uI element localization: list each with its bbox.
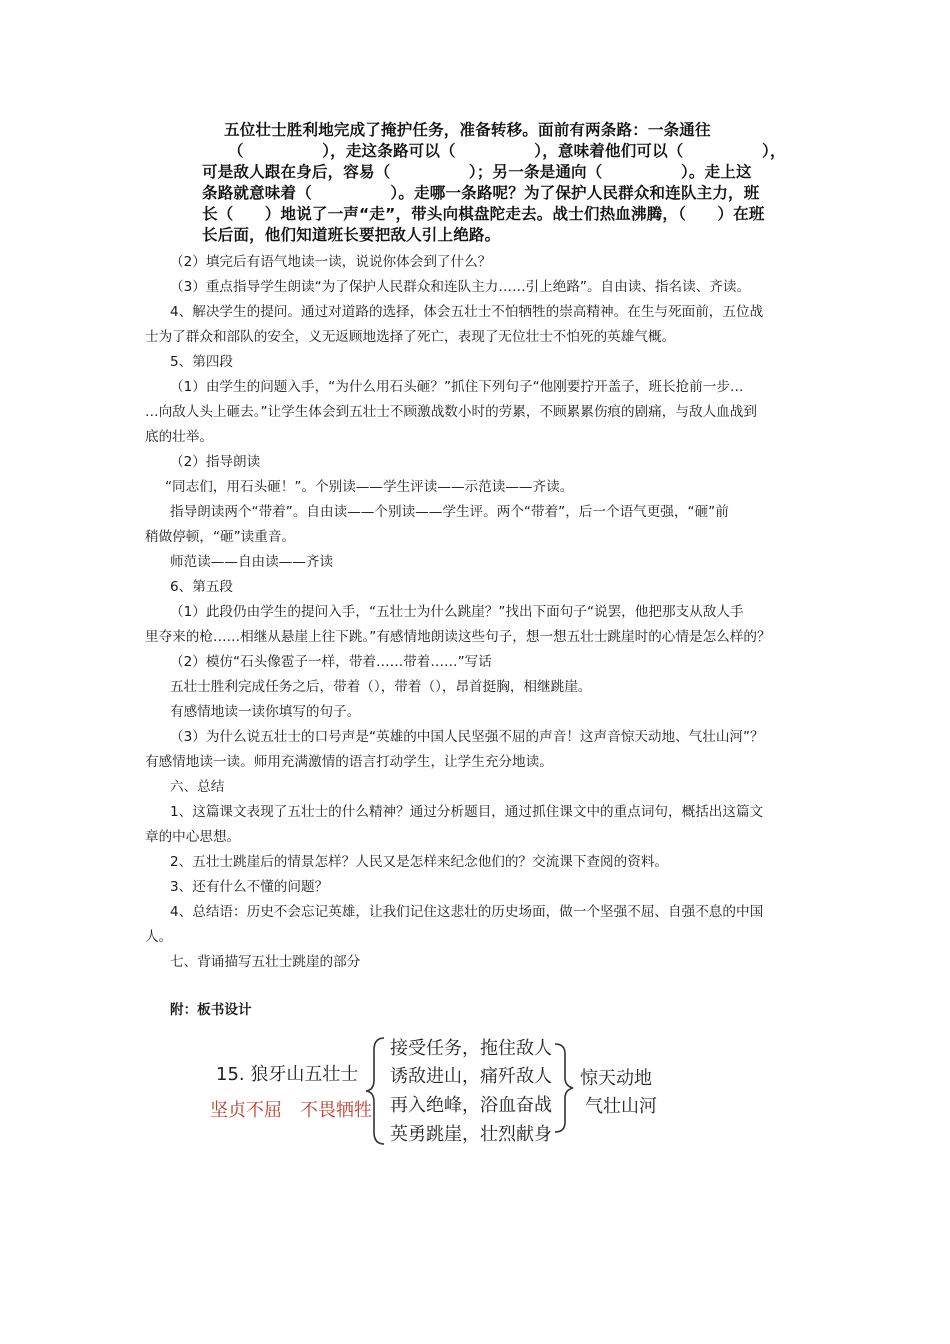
body-line: “同志们，用石头砸！”。个别读——学生评读——示范读——齐读。 <box>165 479 574 495</box>
body-line: 2、五壮士跳崖后的情景怎样？人民又是怎样来纪念他们的？交流课下查阅的资料。 <box>170 854 669 870</box>
board-point: 诱敌进山，痛歼敌人 <box>390 1066 552 1087</box>
board-point: 接受任务，拖住敌人 <box>390 1038 552 1059</box>
body-line: （3）为什么说五壮士的口号声是“英雄的中国人民坚强不屈的声音！这声音惊天动地、气壮山河”？ <box>170 729 764 745</box>
body-line: （3）重点指导学生朗读“为了保护人民群众和连队主力……引上绝路”。自由读、指名读、齐读。 <box>170 279 751 295</box>
body-line: 1、这篇课文表现了五壮士的什么精神？通过分析题目，通过抓住课文中的重点词句，概括出这篇文 <box>170 804 764 820</box>
body-line: 有感情地读一读你填写的句子。 <box>170 704 361 720</box>
body-line: 章的中心思想。 <box>145 829 241 845</box>
body-line: 指导朗读两个“带着”。自由读——个别读——学生评。两个“带着”，后一个语气更强，“砸”前 <box>170 504 729 520</box>
body-line: （2）填完后有语气地读一读，说说你体会到了什么？ <box>170 254 492 270</box>
exercise-line: 长（ ）地说了一声“走”，带头向棋盘陀走去。战士们热血沸腾，（ ）在班 <box>202 205 765 223</box>
board-summary: 惊天动地 <box>580 1068 652 1089</box>
body-line: （2）模仿“石头像雹子一样，带着……带着……”写话 <box>170 654 492 670</box>
board-subtitle: 坚贞不屈 不畏牺牲 <box>210 1100 372 1121</box>
board-point: 英勇跳崖，壮烈献身 <box>390 1124 552 1145</box>
section-heading: 六、总结 <box>170 779 225 795</box>
body-line: 人。 <box>145 929 173 945</box>
exercise-line: 五位壮士胜利地完成了掩护任务，准备转移。面前有两条路：一条通往 <box>224 121 711 139</box>
board-summary: 气壮山河 <box>585 1096 657 1117</box>
body-line: …向敌人头上砸去。”让学生体会到五壮士不顾激战数小时的劳累，不顾累累伤痕的剧痛，与敌人血战到 <box>145 404 757 420</box>
right-brace-icon <box>549 1040 579 1136</box>
exercise-line: 可是敌人跟在身后，容易（ ）；另一条是通向（ ）。走上这 <box>202 163 752 181</box>
body-line: （1）由学生的问题入手，“为什么用石头砸？”抓住下列句子“他刚要拧开盖子，班长抢前一步… <box>170 379 744 395</box>
section-heading: 6、第五段 <box>170 579 234 595</box>
body-line: 有感情地读一读。师用充满激情的语言打动学生，让学生充分地读。 <box>145 754 553 770</box>
body-line: 底的壮举。 <box>145 429 213 445</box>
appendix-heading: 附：板书设计 <box>170 1002 252 1018</box>
body-line: （2）指导朗读 <box>170 454 261 470</box>
exercise-line: （ ），走这条路可以（ ），意味着他们可以（ ）， <box>228 142 786 160</box>
body-line: 稍做停顿，“砸”读重音。 <box>145 529 296 545</box>
body-line: 五壮士胜利完成任务之后，带着（），带着（），昂首挺胸，相继跳崖。 <box>170 679 592 695</box>
board-point: 再入绝峰，浴血奋战 <box>390 1095 552 1116</box>
body-line: 4、总结语：历史不会忘记英雄，让我们记住这悲壮的历史场面，做一个坚强不屈、自强不息的中国 <box>170 904 764 920</box>
body-line: 4、解决学生的提问。通过对道路的选择，体会五壮士不怕牺牲的崇高精神。在生与死面前，五位战 <box>170 304 764 320</box>
body-line: 里夺来的枪……相继从悬崖上往下跳。”有感情地朗读这些句子，想一想五壮士跳崖时的心情是怎么样的？ <box>145 629 771 645</box>
body-line: 士为了群众和部队的安全，义无返顾地选择了死亡，表现了无位壮士不怕死的英雄气概。 <box>145 329 676 345</box>
board-title: 15. 狼牙山五壮士 <box>216 1064 359 1085</box>
body-line: 师范读——自由读——齐读 <box>170 554 334 570</box>
body-line: 3、还有什么不懂的问题？ <box>170 879 329 895</box>
section-heading: 七、背诵描写五壮士跳崖的部分 <box>170 954 361 970</box>
exercise-line: 条路就意味着（ ）。走哪一条路呢？为了保护人民群众和连队主力，班 <box>202 184 760 202</box>
left-brace-icon <box>360 1034 390 1148</box>
section-heading: 5、第四段 <box>170 354 234 370</box>
exercise-line: 长后面，他们知道班长要把敌人引上绝路。 <box>202 226 501 244</box>
body-line: （1）此段仍由学生的提问入手，“五壮士为什么跳崖？”找出下面句子“说罢，他把那支从敌人手 <box>170 604 744 620</box>
